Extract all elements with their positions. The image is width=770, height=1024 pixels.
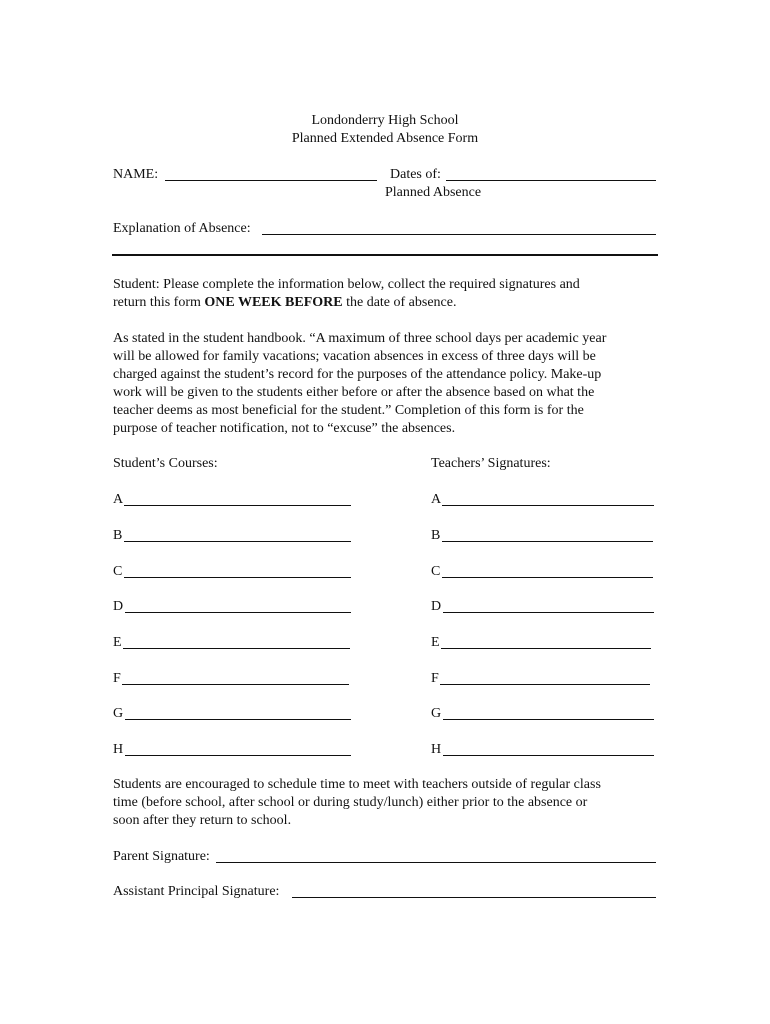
course-field[interactable] xyxy=(125,719,351,720)
teacher-row-c xyxy=(431,563,654,581)
name-field[interactable] xyxy=(165,180,377,181)
teacher-signature-field[interactable] xyxy=(443,612,654,613)
course-field[interactable] xyxy=(124,505,351,506)
course-field[interactable] xyxy=(125,612,351,613)
teacher-signature-field[interactable] xyxy=(441,648,651,649)
course-letter: E xyxy=(113,635,122,650)
instructions-line-1: Student: Please complete the information below, collect the required signatures and xyxy=(113,277,580,292)
dates-field[interactable] xyxy=(446,180,656,181)
course-row-c xyxy=(113,563,351,581)
teacher-row-e xyxy=(431,634,654,652)
course-field[interactable] xyxy=(124,541,351,542)
instructions-deadline: ONE WEEK BEFORE xyxy=(204,295,343,310)
teacher-row-b xyxy=(431,527,654,545)
teacher-row-g xyxy=(431,705,654,723)
policy-line: work will be given to the students either before or after the absence based on what the xyxy=(113,385,595,400)
teacher-signature-field[interactable] xyxy=(442,541,653,542)
teacher-row-a xyxy=(431,491,654,509)
parent-signature-label: Parent Signature: xyxy=(113,849,210,864)
teacher-signature-field[interactable] xyxy=(440,684,650,685)
assistant-principal-signature-label: Assistant Principal Signature: xyxy=(113,884,280,899)
course-row-b xyxy=(113,527,351,545)
teacher-letter: A xyxy=(431,492,442,507)
course-field[interactable] xyxy=(124,577,351,578)
policy-line: teacher deems as most beneficial for the student.” Completion of this form is for the xyxy=(113,403,584,418)
instructions-line-2-pre: return this form xyxy=(113,295,205,310)
policy-line: will be allowed for family vacations; vacation absences in excess of three days will be xyxy=(113,349,596,364)
teacher-letter: E xyxy=(431,635,440,650)
course-row-h xyxy=(113,741,351,759)
teacher-row-f xyxy=(431,670,654,688)
teacher-signature-field[interactable] xyxy=(442,505,654,506)
teacher-letter: H xyxy=(431,742,442,757)
course-row-d xyxy=(113,598,351,616)
teacher-row-d xyxy=(431,598,654,616)
teacher-signature-field[interactable] xyxy=(443,719,654,720)
course-letter: H xyxy=(113,742,124,757)
courses-heading: Student’s Courses: xyxy=(113,456,218,471)
teacher-signature-field[interactable] xyxy=(443,755,654,756)
course-row-g xyxy=(113,705,351,723)
instructions-line-2-post: the date of absence. xyxy=(342,295,457,310)
teacher-letter: B xyxy=(431,528,441,543)
explanation-field[interactable] xyxy=(262,234,656,235)
name-label: NAME: xyxy=(113,167,159,182)
parent-signature-field[interactable] xyxy=(216,862,656,863)
course-field[interactable] xyxy=(125,755,351,756)
policy-line: As stated in the student handbook. “A maximum of three school days per academic year xyxy=(113,331,607,346)
closing-line: soon after they return to school. xyxy=(113,813,292,828)
assistant-principal-signature-field[interactable] xyxy=(292,897,656,898)
course-field[interactable] xyxy=(123,648,350,649)
policy-line: purpose of teacher notification, not to “excuse” the absences. xyxy=(113,421,456,436)
teacher-row-h xyxy=(431,741,654,759)
teacher-signatures-heading: Teachers’ Signatures: xyxy=(431,456,551,471)
closing-line: Students are encouraged to schedule time to meet with teachers outside of regular class xyxy=(113,777,601,792)
teacher-signature-field[interactable] xyxy=(442,577,653,578)
course-letter: C xyxy=(113,564,123,579)
dates-label: Dates of: xyxy=(390,167,441,182)
course-letter: B xyxy=(113,528,123,543)
course-letter: F xyxy=(113,671,121,686)
teacher-letter: C xyxy=(431,564,441,579)
course-letter: G xyxy=(113,706,124,721)
instructions-line-2 xyxy=(113,294,456,312)
course-row-a xyxy=(113,491,351,509)
policy-line: charged against the student’s record for the purposes of the attendance policy. Make-up xyxy=(113,367,602,382)
teacher-letter: G xyxy=(431,706,442,721)
course-row-f xyxy=(113,670,351,688)
course-letter: A xyxy=(113,492,124,507)
course-letter: D xyxy=(113,599,124,614)
school-name: Londonderry High School xyxy=(311,113,459,128)
dates-sublabel: Planned Absence xyxy=(385,185,482,200)
course-row-e xyxy=(113,634,351,652)
teacher-letter: F xyxy=(431,671,439,686)
closing-line: time (before school, after school or during study/lunch) either prior to the absence or xyxy=(113,795,588,810)
course-field[interactable] xyxy=(122,684,349,685)
teacher-letter: D xyxy=(431,599,442,614)
form-title: Planned Extended Absence Form xyxy=(291,131,479,146)
section-divider xyxy=(112,254,658,256)
explanation-label: Explanation of Absence: xyxy=(113,221,251,236)
